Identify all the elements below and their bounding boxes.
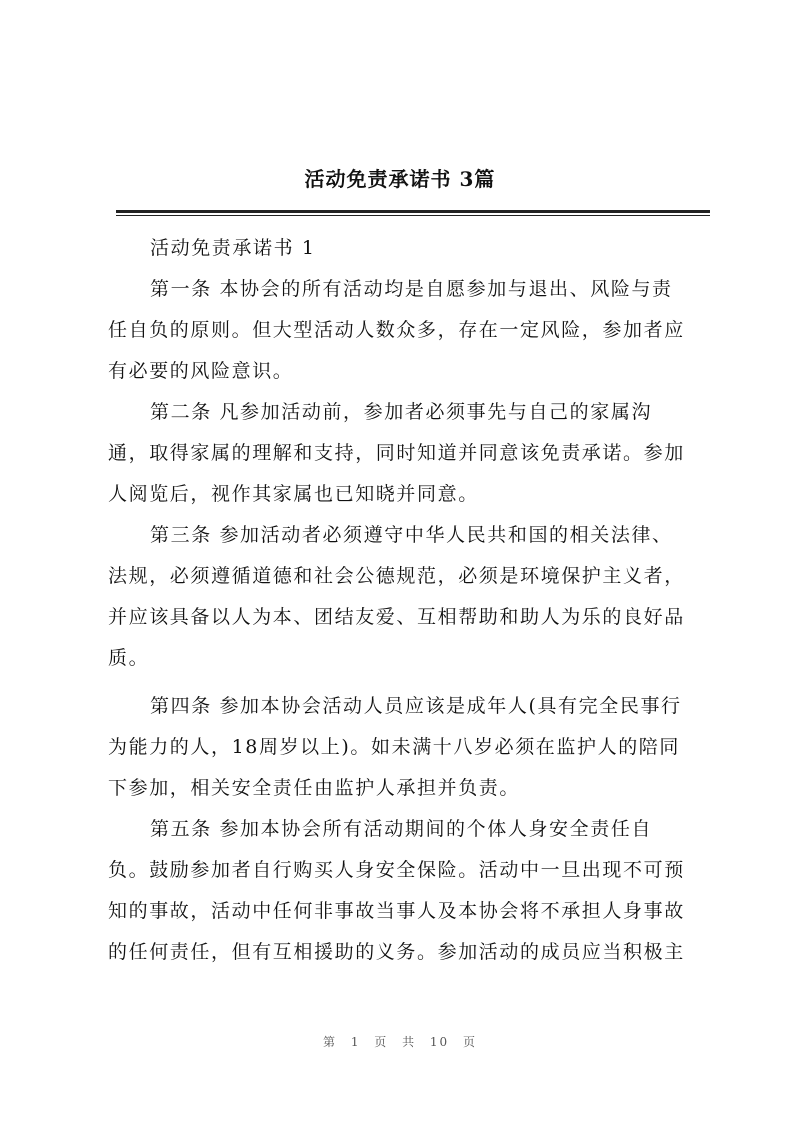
title-rule-thick bbox=[116, 210, 710, 213]
paragraph-line: 质。 bbox=[108, 647, 150, 669]
paragraph-line: 人阅览后，视作其家属也已知晓并同意。 bbox=[108, 483, 479, 505]
paragraph-line: 下参加，相关安全责任由监护人承担并负责。 bbox=[108, 777, 521, 799]
paragraph-line: 为能力的人，18周岁以上)。如未满十八岁必须在监护人的陪同 bbox=[108, 736, 680, 758]
page-footer: 第 1 页 共 10 页 bbox=[323, 1035, 477, 1049]
document-title: 活动免责承诺书 3篇 bbox=[304, 167, 496, 191]
paragraph-line: 第三条 参加活动者必须遵守中华人民共和国的相关法律、 bbox=[150, 524, 673, 546]
paragraph-line: 的任何责任，但有互相援助的义务。参加活动的成员应当积极主 bbox=[108, 941, 685, 963]
paragraph-line: 第二条 凡参加活动前，参加者必须事先与自己的家属沟 bbox=[150, 401, 653, 423]
paragraph-line: 法规，必须遵循道德和社会公德规范，必须是环境保护主义者， bbox=[108, 565, 685, 587]
title-rule-thin bbox=[116, 215, 710, 216]
paragraph-line: 第四条 参加本协会活动人员应该是成年人(具有完全民事行 bbox=[150, 695, 682, 717]
paragraph-line: 第一条 本协会的所有活动均是自愿参加与退出、风险与责 bbox=[150, 278, 673, 300]
paragraph-line: 并应该具备以人为本、团结友爱、互相帮助和助人为乐的良好品 bbox=[108, 606, 685, 628]
paragraph-line: 负。鼓励参加者自行购买人身安全保险。活动中一旦出现不可预 bbox=[108, 859, 685, 881]
paragraph-line: 有必要的风险意识。 bbox=[108, 360, 294, 382]
paragraph-line: 任自负的原则。但大型活动人数众多，存在一定风险，参加者应 bbox=[108, 319, 685, 341]
section-heading: 活动免责承诺书 1 bbox=[150, 237, 316, 259]
paragraph-line: 第五条 参加本协会所有活动期间的个体人身安全责任自 bbox=[150, 818, 653, 840]
paragraph-line: 知的事故，活动中任何非事故当事人及本协会将不承担人身事故 bbox=[108, 900, 685, 922]
paragraph-line: 通，取得家属的理解和支持，同时知道并同意该免责承诺。参加 bbox=[108, 442, 685, 464]
